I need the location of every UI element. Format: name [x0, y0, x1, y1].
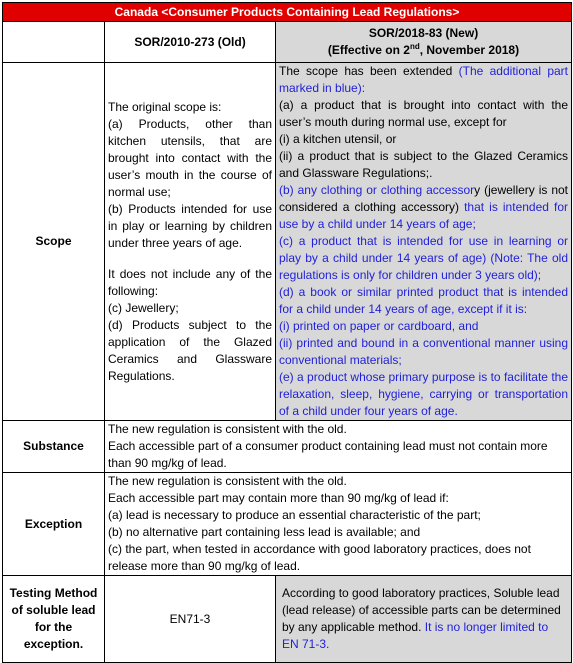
- exception-line-1: The new regulation is consistent with the old.: [108, 474, 347, 488]
- header-empty-cell: [3, 22, 105, 63]
- row-label-exception: Exception: [3, 473, 105, 576]
- row-label-substance: Substance: [3, 421, 105, 473]
- scope-new-item-d: (d) a book or similar printed product that is intended for a child under 14 years of age, except if it is:: [279, 285, 569, 316]
- exception-item-b: (b) no alternative part containing less lead is available; and: [108, 525, 421, 539]
- scope-new-item-a: (a) a product that is brought into contact with the user’s mouth during normal use, except for: [279, 98, 569, 129]
- scope-new-item-d-ii: (ii) printed and bound in a conventional manner using conventional materials;: [279, 336, 569, 367]
- scope-new-item-b: (b) any clothing or clothing accessory (jewellery is not considered a clothing accessory) that is intended for use by a child under 14 years of age;: [279, 183, 569, 231]
- row-label-scope: Scope: [3, 63, 105, 421]
- header-old-regulation: SOR/2010-273 (Old): [105, 22, 276, 63]
- scope-new-item-c: (c) a product that is intended for use in learning or play by a child under 14 years of age) (Note: The old regulations is only for children under 3 years old);: [279, 234, 569, 282]
- table-title: Canada <Consumer Products Containing Lead Regulations>: [3, 3, 572, 22]
- scope-old-intro: The original scope is:: [108, 99, 222, 114]
- scope-new-item-a-ii: (ii) a product that is subject to the Glazed Ceramics and Glassware Regulations;.: [279, 149, 569, 180]
- testing-new-cell: According to good laboratory practices, Soluble lead (lead release) of accessible parts can be determined by any applicable method. It is no longer limited to EN 71-3.: [276, 576, 572, 663]
- scope-new-item-e: (e) a product whose primary purpose is to facilitate the relaxation, sleep, hygiene, carrying or transportation of a child under four years of age.: [279, 370, 569, 418]
- regulation-comparison-table: [2, 2, 572, 663]
- substance-line-1: The new regulation is consistent with the old.: [108, 422, 347, 436]
- scope-old-item-d: (d) Products subject to the application of the Glazed Ceramics and Glassware Regulations.: [108, 317, 272, 383]
- scope-new-item-d-i: (i) printed on paper or cardboard, and: [279, 319, 479, 333]
- header-new-regulation: [276, 22, 572, 63]
- exception-cell: [105, 473, 572, 576]
- exception-item-a: (a) lead is necessary to produce an essential characteristic of the part;: [108, 508, 481, 522]
- substance-line-2: Each accessible part of a consumer product containing lead must not contain more than 90 mg/kg of lead.: [108, 439, 548, 470]
- exception-item-c: (c) the part, when tested in accordance with good laboratory practices, does not release more than 90 mg/kg of lead.: [108, 542, 531, 573]
- scope-new-cell: [276, 63, 572, 421]
- scope-old-item-a: (a) Products, other than kitchen utensils, that are brought into contact with the user’s mouth in the course of normal use;: [108, 116, 272, 199]
- exception-line-2: Each accessible part may contain more than 90 mg/kg of lead if:: [108, 491, 449, 505]
- testing-old-cell: EN71-3: [105, 576, 276, 663]
- substance-cell: [105, 421, 572, 473]
- scope-old-cell: [105, 63, 276, 421]
- scope-old-item-b: (b) Products intended for use in play or learning by children under three years of age.: [108, 201, 272, 250]
- header-new-effective: (Effective on 2nd, November 2018): [327, 42, 520, 57]
- scope-new-intro: The scope has been extended (The additional part marked in blue):: [279, 64, 568, 95]
- scope-new-item-a-i: (i) a kitchen utensil, or: [279, 132, 397, 146]
- scope-old-item-c: (c) Jewellery;: [108, 300, 179, 315]
- testing-new-blue-note: It is no longer limited to EN 71-3.: [282, 620, 549, 651]
- header-new-name: SOR/2018-83 (New): [368, 26, 479, 40]
- row-label-testing: Testing Method of soluble lead for the exception.: [3, 576, 105, 663]
- scope-old-exclude-intro: It does not include any of the following:: [108, 266, 272, 298]
